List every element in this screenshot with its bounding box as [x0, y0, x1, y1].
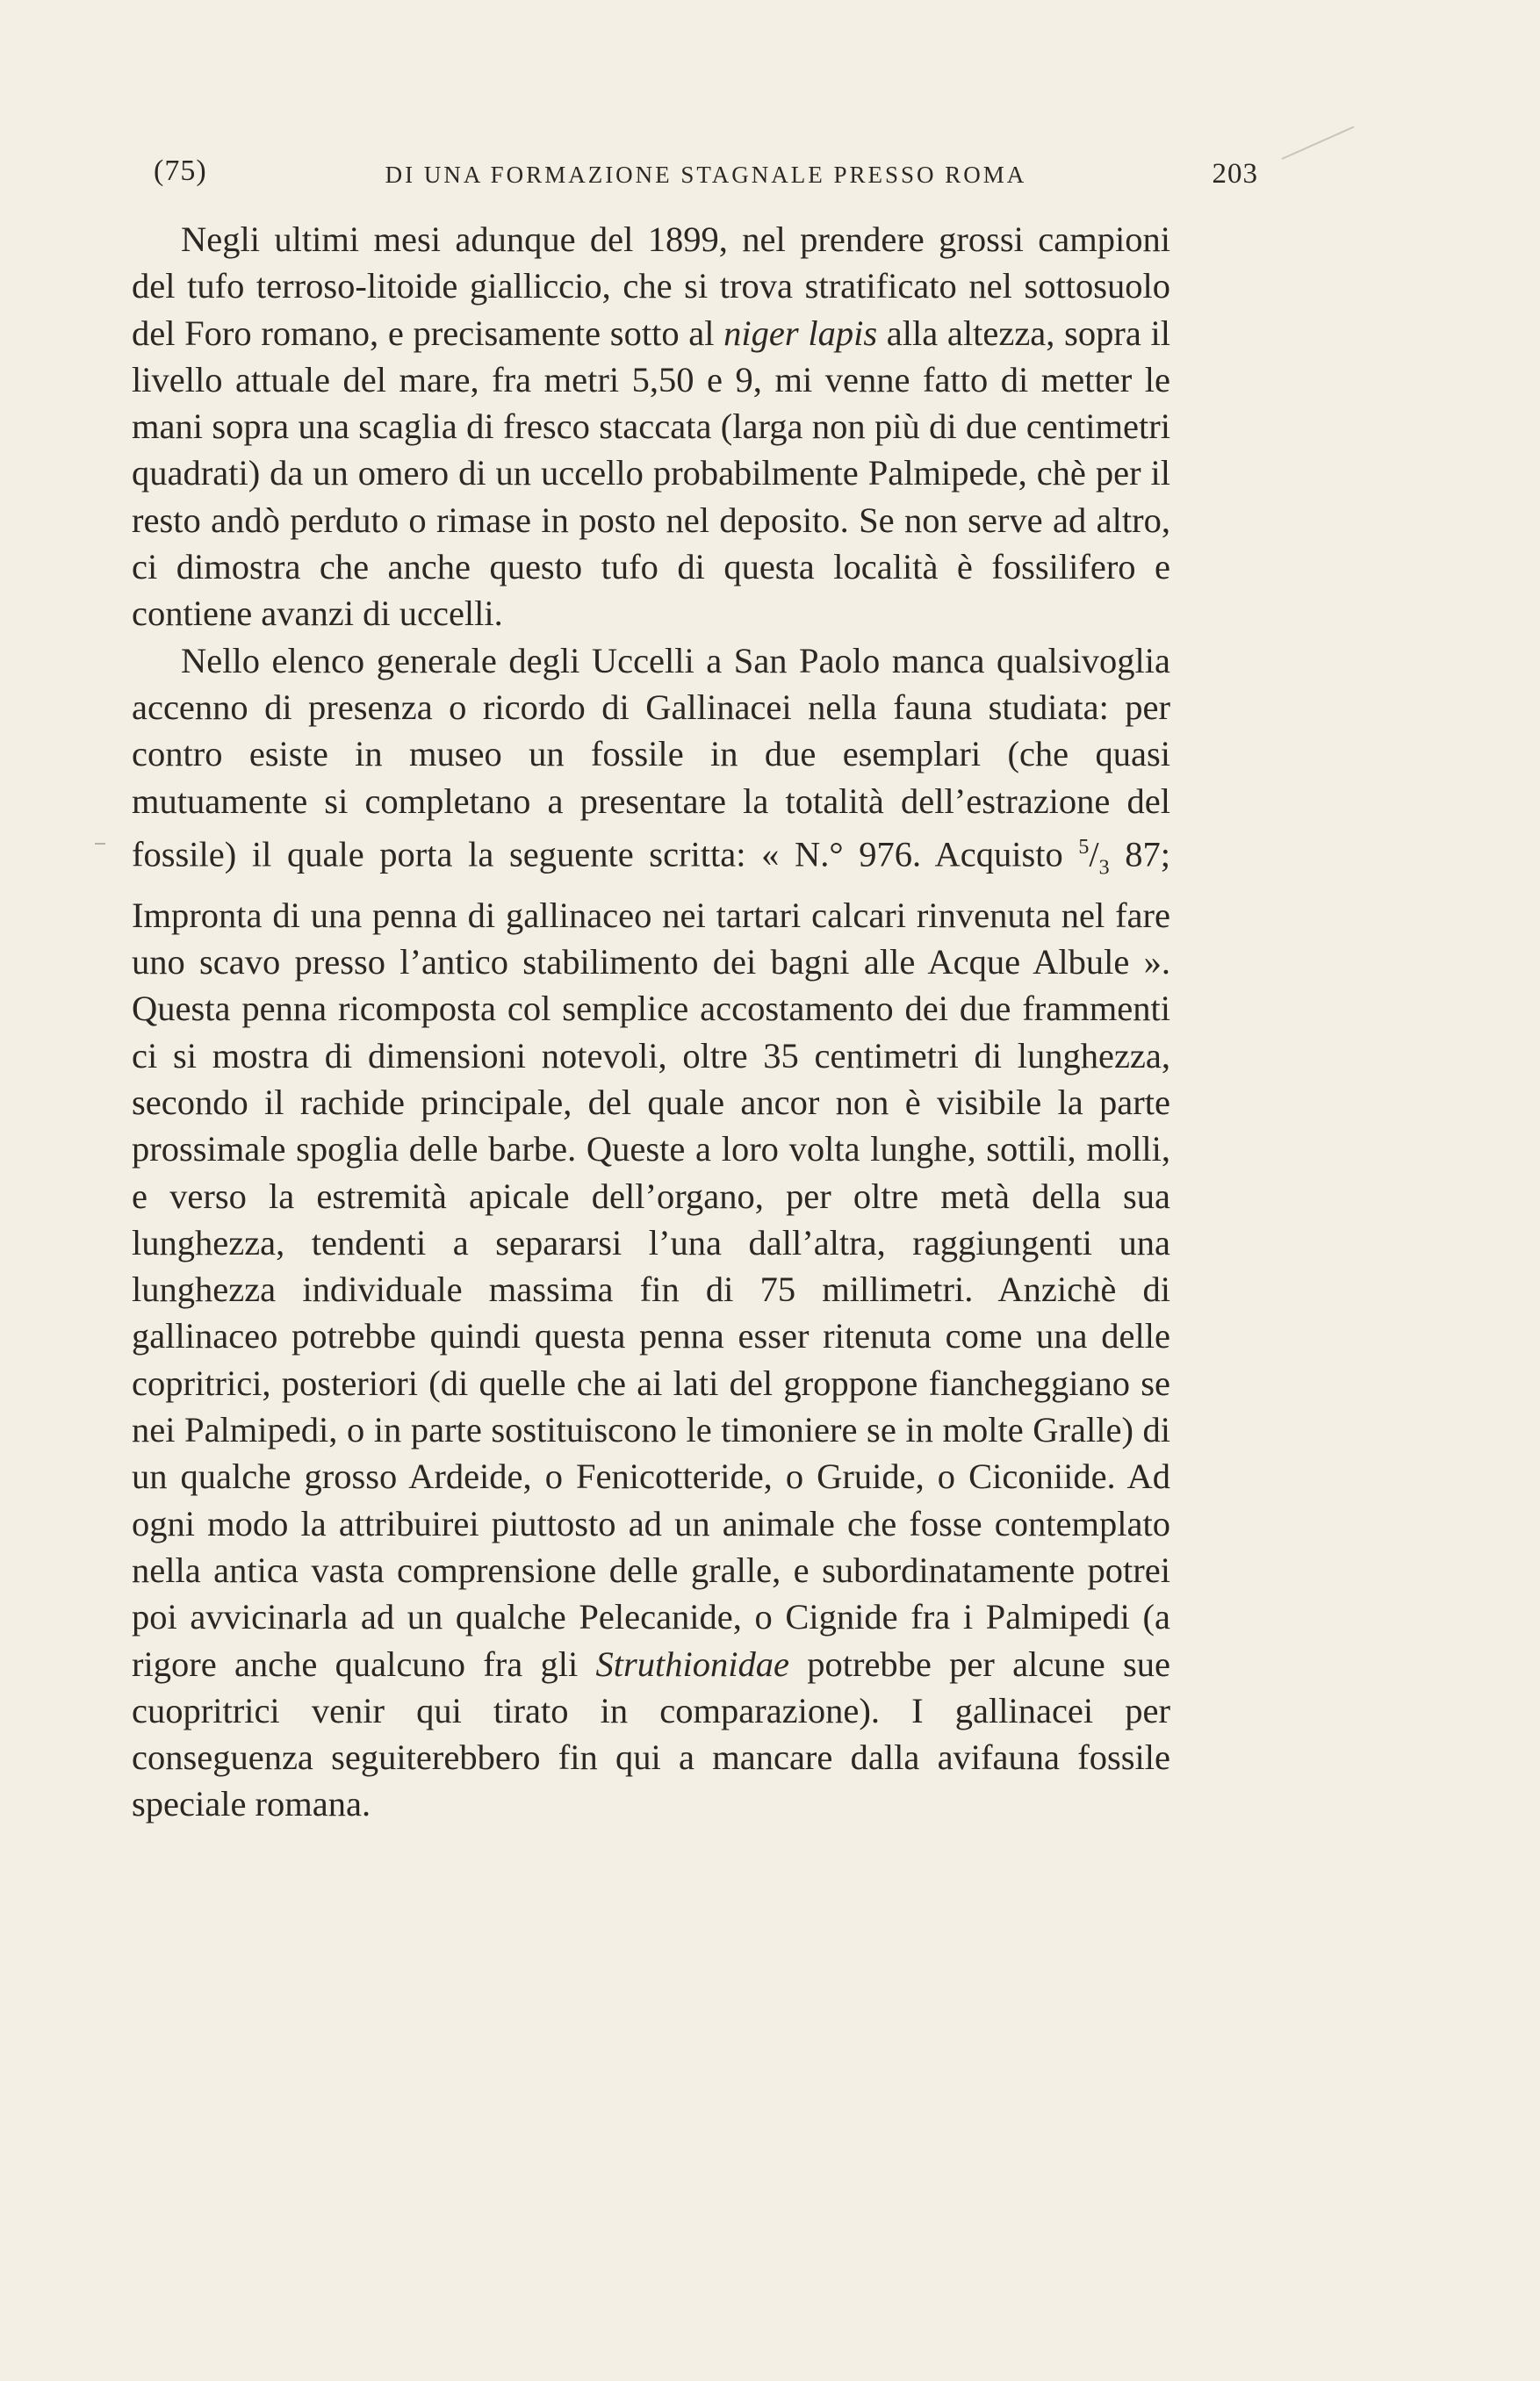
fraction-denominator: 3 — [1098, 856, 1110, 880]
body-text — [132, 216, 1170, 1828]
paragraph-2-text-a: Nello elenco generale degli Uccelli a San Paolo manca qualsivoglia accenno di presenza o ricordo di Gallinacei nella fauna studiata: per contro esiste in museo un fossile in due esemplari (che quasi mutuamente si completano a presentare la totalità dell’estrazione del fossile) il quale porta la seguente scritta: « N.° 976. Acquisto — [132, 640, 1170, 874]
paragraph-1 — [132, 216, 1170, 637]
running-header — [154, 155, 1258, 200]
fraction-slash: / — [1089, 834, 1099, 874]
page-corner-mark — [1282, 126, 1355, 159]
page-number: 203 — [1212, 158, 1258, 190]
latin-term-niger-lapis: niger lapis — [723, 313, 878, 353]
running-title: DI UNA FORMAZIONE STAGNALE PRESSO ROMA — [385, 162, 1027, 188]
paragraph-2-text-b: 87; Impronta di una penna di gallinaceo nei tartari calcari rinvenuta nel fare uno scavo presso l’antico stabilimento dei bagni alle Acque Albule ». Questa penna ricomposta col semplice accostamento dei due frammenti ci si mostra di dimensioni notevoli, oltre 35 centimetri di lunghezza, secondo il rachide principale, del quale ancor non è visibile la parte prossimale spoglia delle barbe. Queste a loro volta lunghe, sottili, molli, e verso la estremità apicale dell’organo, per oltre metà della sua lunghezza, tendenti a separarsi l’una dall’altra, raggiungenti una lunghezza individuale massima fin di 75 millimetri. Anzichè di gallinaceo potrebbe quindi questa penna esser ritenuta come una delle copritrici, posteriori (di quelle che ai lati del groppone fiancheggiano se nei Palmipedi, o in parte sostituiscono le timoniere se in molte Gralle) di un qualche grosso Ardeide, o Fenicotteride, o Gruide, o Ciconiide. Ad ogni modo la attribuirei piuttosto ad un animale che fosse contemplato nella antica vasta comprensione delle gralle, e subordinatamente potrei poi avvicinarla ad un qualche Pelecanide, o Cignide fra i Palmipedi (a rigore anche qualcuno fra gli — [132, 834, 1170, 1684]
paragraph-2 — [132, 637, 1170, 1828]
page-reference: (75) — [154, 155, 207, 187]
margin-mark — [95, 843, 105, 845]
paragraph-1-text-b: alla altezza, sopra il livello attuale del mare, fra metri 5,50 e 9, mi venne fatto di metter le mani sopra una scaglia di fresco staccata (larga non più di due centimetri quadrati) da un omero di un uccello probabilmente Palmipede, chè per il resto andò perduto o rimase in posto nel deposito. Se non serve ad altro, ci dimostra che anche questo tufo di questa località è fossilifero e contiene avanzi di uccelli. — [132, 313, 1170, 634]
taxon-struthionidae: Struthionidae — [595, 1644, 789, 1684]
fraction-numerator: 5 — [1078, 835, 1090, 859]
paragraph-2-text-c: potrebbe per alcune sue cuopritrici venir qui tirato in comparazione). I gallinacei per conseguenza seguiterebbero fin qui a mancare dalla avifauna fossile speciale romana. — [132, 1644, 1170, 1824]
paragraph-1-text-a: Negli ultimi mesi adunque del 1899, nel prendere grossi campioni del tufo terroso-litoide gialliccio, che si trova stratificato nel sottosuolo del Foro romano, e precisamente sotto al — [132, 219, 1170, 353]
